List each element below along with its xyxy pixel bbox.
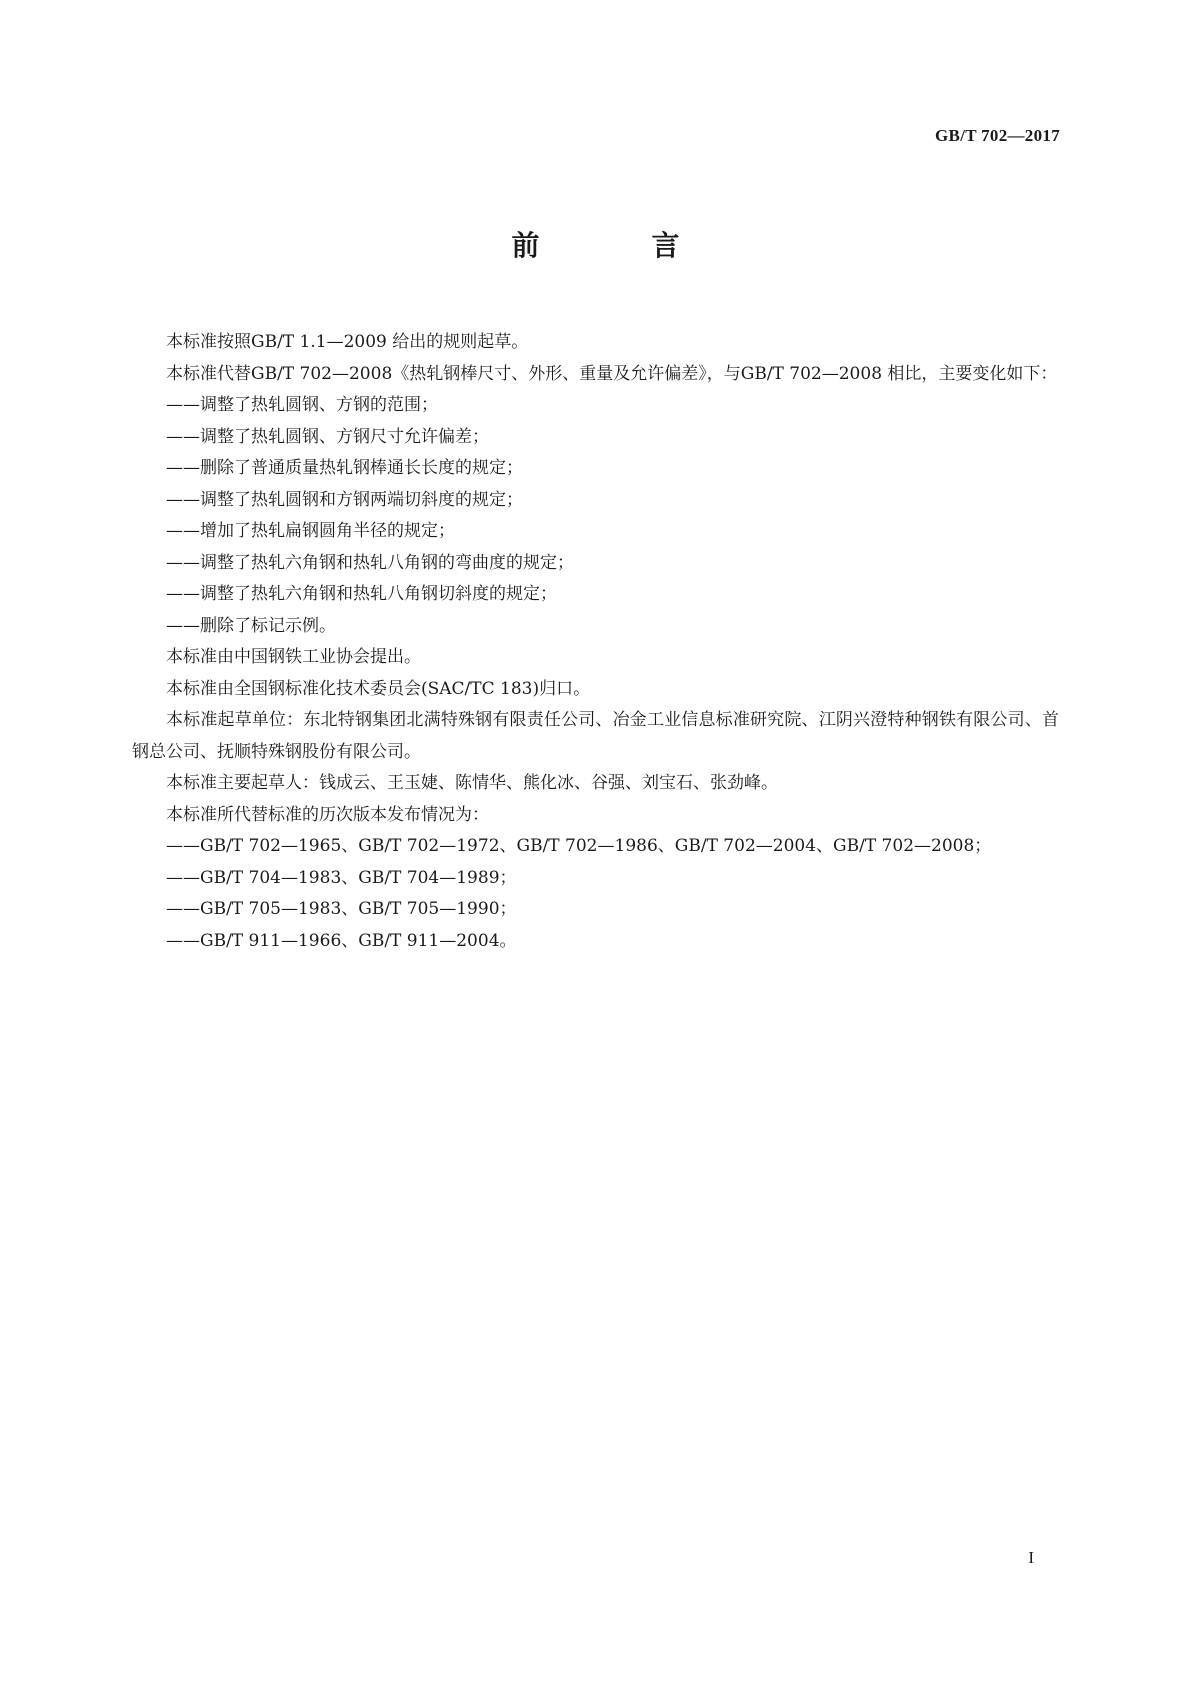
paragraph-history-intro: 本标准所代替标准的历次版本发布情况为： (166, 804, 489, 825)
history-item: ——GB/T 704—1983、GB/T 704—1989； (166, 867, 517, 888)
change-item: ——删除了普通质量热轧钢棒通长长度的规定； (166, 458, 523, 478)
paragraph-drafters: 本标准主要起草人：钱成云、王玉婕、陈情华、熊化冰、谷强、刘宝石、张劲峰。 (166, 773, 778, 793)
change-item: ——调整了热轧圆钢、方钢的范围； (166, 395, 438, 415)
document-code: GB/T 702—2017 (935, 126, 1060, 145)
change-item: ——调整了热轧圆钢和方钢两端切斜度的规定； (166, 489, 523, 510)
change-item: ——增加了热轧扁钢圆角半径的规定； (166, 521, 455, 541)
paragraph-drafting-units: 本标准起草单位：东北特钢集团北满特殊钢有限责任公司、冶金工业信息标准研究院、江阴兴澄特种钢铁有限公司、首钢总公司、抚顺特殊钢股份有限公司。 (132, 710, 1059, 762)
paragraph-replacement: 本标准代替GB/T 702—2008《热轧钢棒尺寸、外形、重量及允许偏差》，与GB/T 702—2008 相比，主要变化如下： (166, 363, 1058, 384)
foreword-body (132, 327, 1059, 957)
change-item: ——删除了标记示例。 (166, 615, 336, 636)
paragraph-drafting-rules: 本标准按照GB/T 1.1—2009 给出的规则起草。 (166, 332, 529, 352)
page-title: 前 言 (511, 229, 722, 262)
history-item: ——GB/T 702—1965、GB/T 702—1972、GB/T 702—1986、GB/T 702—2004、GB/T 702—2008； (166, 836, 992, 856)
paragraph-proposer: 本标准由中国钢铁工业协会提出。 (166, 647, 421, 667)
history-item: ——GB/T 911—1966、GB/T 911—2004。 (166, 930, 517, 951)
change-item: ——调整了热轧圆钢、方钢尺寸允许偏差； (166, 426, 489, 447)
paragraph-committee: 本标准由全国钢标准化技术委员会(SAC/TC 183)归口。 (166, 678, 591, 699)
change-item: ——调整了热轧六角钢和热轧八角钢的弯曲度的规定； (166, 552, 574, 573)
history-item: ——GB/T 705—1983、GB/T 705—1990； (166, 899, 517, 919)
page-number: I (1028, 1548, 1034, 1567)
change-item: ——调整了热轧六角钢和热轧八角钢切斜度的规定； (166, 584, 557, 604)
